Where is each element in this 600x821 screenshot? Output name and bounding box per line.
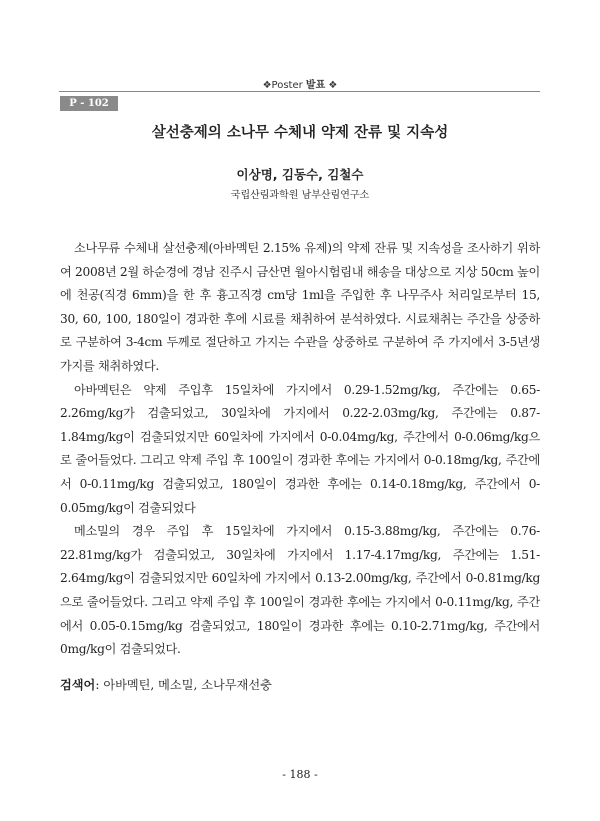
paper-title: 살선충제의 소나무 수체내 약제 잔류 및 지속성 bbox=[151, 125, 449, 141]
keywords-text: 아바멕틴, 메소밀, 소나무재선충 bbox=[103, 678, 272, 692]
paper-affiliation: 국립산림과학원 남부산림연구소 bbox=[230, 190, 370, 201]
page-number: - 188 - bbox=[282, 768, 318, 781]
section-header-prefix: ❖Poster bbox=[262, 80, 306, 91]
poster-badge: P - 102 bbox=[60, 96, 118, 111]
keywords-separator: : bbox=[95, 678, 104, 692]
abstract-paragraph-2: 아바멕틴은 약제 주입후 15일차에 가지에서 0.29-1.52mg/kg, 주간에는 0.65-2.26mg/kg가 검출되었고, 30일차에 가지에서 0.22-2.03mg/kg, 주간에는 0.87-1.84mg/kg이 검출되었지만 60일차에 가지에서 0-0.04mg/kg, 주간에서 0-0.06mg/kg으로 줄어들었다. 그리고 약제 주입 후 100일이 경과한 후에는 가지에서 0-0.18mg/kg, 주간에서 0-0.11mg/kg 검출되었고, 180일이 경과한 후에는 0.14-0.18mg/kg, 주간에서 0-0.05mg/kg이 검출되었다 bbox=[60, 382, 540, 515]
keywords bbox=[60, 675, 540, 695]
section-header-label: 발표 bbox=[305, 80, 326, 91]
section-header bbox=[0, 76, 600, 91]
abstract-body bbox=[60, 237, 540, 662]
keywords-label: 검색어 bbox=[60, 678, 96, 692]
abstract-paragraph-3: 메소밀의 경우 주입 후 15일차에 가지에서 0.15-3.88mg/kg, 주간에는 0.76-22.81mg/kg가 검출되었고, 30일차에 가지에서 1.17-4.17mg/kg, 주간에는 1.51-2.64mg/kg이 검출되었지만 60일차에 가지에서 0.13-2.00mg/kg, 주간에서 0-0.81mg/kg으로 줄어들었다. 그리고 약제 주입 후 100일이 경과한 후에는 가지에서 0-0.11mg/kg, 주간에서 0.05-0.15mg/kg 검출되었고, 180일이 경과한 후에는 0.10-2.71mg/kg, 주간에서 0mg/kg이 검출되었다. bbox=[60, 524, 540, 657]
abstract-paragraph-1: 소나무류 수체내 살선충제(아바멕틴 2.15% 유제)의 약제 잔류 및 지속성을 조사하기 위하여 2008년 2월 하순경에 경남 진주시 금산면 월아시험림내 해송을 대상으로 지상 50cm 높이에 천공(직경 6mm)을 한 후 흉고직경 cm당 1ml을 주입한 후 나무주사 처리일로부터 15, 30, 60, 100, 180일이 경과한 후에 시료를 채취하여 분석하였다. 시료채취는 주간을 상중하로 구분하여 3-4cm 두께로 절단하고 가지는 수관을 상중하로 구분하여 주 가지에서 3-5년생 가지를 채취하였다. bbox=[60, 241, 540, 373]
paper-authors: 이상명, 김동수, 김철수 bbox=[236, 167, 364, 182]
header-rule bbox=[59, 91, 540, 92]
section-header-suffix: ❖ bbox=[325, 80, 338, 91]
